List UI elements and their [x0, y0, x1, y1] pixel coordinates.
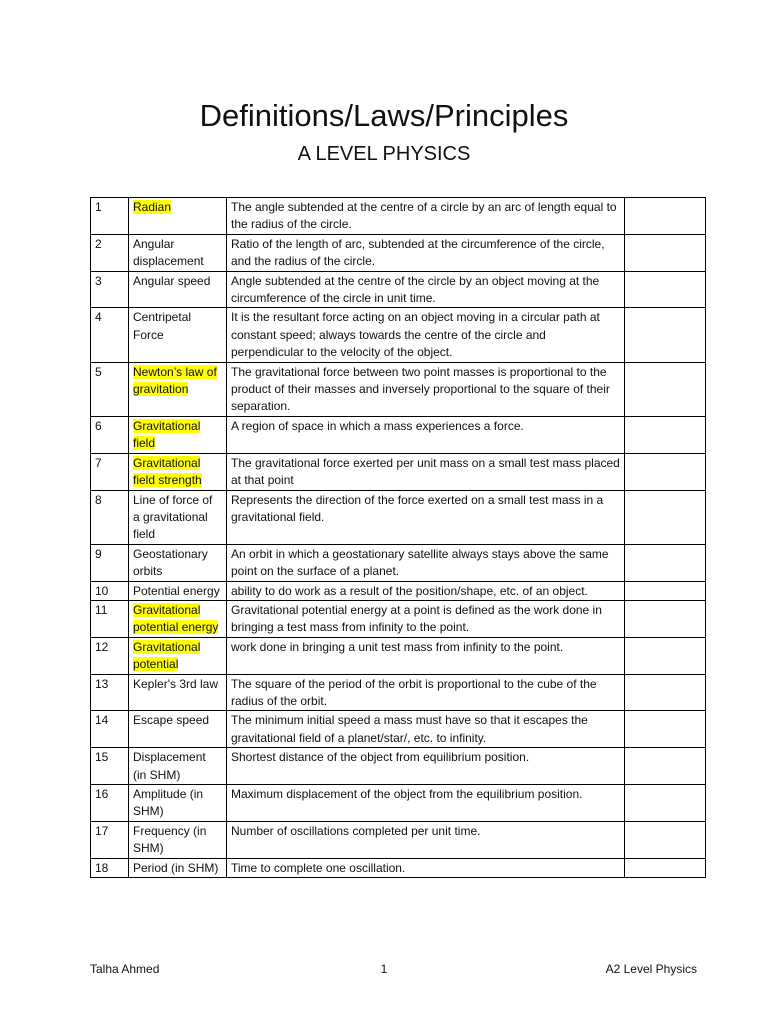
- row-number: 7: [91, 453, 129, 490]
- term-label: Frequency (in SHM): [133, 823, 207, 856]
- row-number: 13: [91, 674, 129, 711]
- definition-cell: The square of the period of the orbit is proportional to the cube of the radius of the orbit.: [227, 674, 625, 711]
- term-label: Kepler's 3rd law: [133, 676, 218, 691]
- footer-course: A2 Level Physics: [605, 962, 697, 976]
- empty-cell: [625, 416, 706, 453]
- term-cell: [129, 453, 227, 490]
- table-row: [91, 711, 706, 748]
- table-row: [91, 234, 706, 271]
- term-cell: [129, 490, 227, 544]
- term-cell: [129, 748, 227, 785]
- term-label: Gravitational potential: [133, 639, 201, 672]
- definition-cell: work done in bringing a unit test mass from infinity to the point.: [227, 637, 625, 674]
- term-cell: [129, 234, 227, 271]
- table-row: [91, 581, 706, 600]
- term-label: Geostationary orbits: [133, 546, 208, 579]
- footer-page-number: 1: [380, 962, 388, 976]
- term-label: Gravitational field strength: [133, 455, 202, 488]
- row-number: 5: [91, 362, 129, 416]
- empty-cell: [625, 600, 706, 637]
- definition-cell: The angle subtended at the centre of a circle by an arc of length equal to the radius of the circle.: [227, 198, 625, 235]
- term-cell: [129, 416, 227, 453]
- footer-author: Talha Ahmed: [90, 962, 160, 976]
- row-number: 2: [91, 234, 129, 271]
- term-label: Angular displacement: [133, 236, 204, 269]
- term-label: Displacement (in SHM): [133, 750, 206, 782]
- term-label: Potential energy: [133, 583, 220, 598]
- term-cell: [129, 674, 227, 711]
- empty-cell: [625, 748, 706, 785]
- term-label: Newton’s law of gravitation: [133, 364, 217, 397]
- definition-cell: Gravitational potential energy at a point is defined as the work done in bringing a test mass from infinity to the point.: [227, 600, 625, 637]
- term-cell: [129, 271, 227, 308]
- definition-cell: Represents the direction of the force exerted on a small test mass in a gravitational field.: [227, 490, 625, 544]
- row-number: 1: [91, 198, 129, 235]
- definitions-table: [90, 197, 706, 878]
- definition-cell: The minimum initial speed a mass must have so that it escapes the gravitational field of a planet/star/, etc. to infinity.: [227, 711, 625, 748]
- definitions-table-body: [91, 198, 706, 878]
- term-cell: [129, 544, 227, 581]
- term-label: Gravitational field: [133, 418, 201, 451]
- row-number: 15: [91, 748, 129, 785]
- table-row: [91, 748, 706, 785]
- definition-cell: Ratio of the length of arc, subtended at the circumference of the circle, and the radius of the circle.: [227, 234, 625, 271]
- empty-cell: [625, 453, 706, 490]
- empty-cell: [625, 674, 706, 711]
- table-row: [91, 362, 706, 416]
- row-number: 8: [91, 490, 129, 544]
- term-label: Centripetal Force: [133, 310, 192, 342]
- table-row: [91, 674, 706, 711]
- term-label: Line of force of a gravitational field: [133, 492, 213, 542]
- term-cell: [129, 637, 227, 674]
- definition-cell: An orbit in which a geostationary satellite always stays above the same point on the surface of a planet.: [227, 544, 625, 581]
- term-label: Radian: [133, 200, 172, 214]
- empty-cell: [625, 544, 706, 581]
- table-row: [91, 821, 706, 858]
- term-cell: [129, 600, 227, 637]
- definition-cell: The gravitational force between two point masses is proportional to the product of their masses and inversely proportional to the square of their separation.: [227, 362, 625, 416]
- term-cell: [129, 362, 227, 416]
- empty-cell: [625, 362, 706, 416]
- term-label: Period (in SHM): [133, 860, 219, 875]
- definition-cell: Maximum displacement of the object from the equilibrium position.: [227, 785, 625, 822]
- table-row: [91, 785, 706, 822]
- table-row: [91, 308, 706, 362]
- term-label: Amplitude (in SHM): [133, 787, 204, 819]
- empty-cell: [625, 858, 706, 877]
- table-row: [91, 416, 706, 453]
- row-number: 6: [91, 416, 129, 453]
- term-label: Angular speed: [133, 273, 211, 288]
- empty-cell: [625, 234, 706, 271]
- empty-cell: [625, 271, 706, 308]
- empty-cell: [625, 198, 706, 235]
- definition-cell: Number of oscillations completed per unit time.: [227, 821, 625, 858]
- row-number: 17: [91, 821, 129, 858]
- term-cell: [129, 581, 227, 600]
- empty-cell: [625, 581, 706, 600]
- table-row: [91, 544, 706, 581]
- definition-cell: A region of space in which a mass experiences a force.: [227, 416, 625, 453]
- table-row: [91, 858, 706, 877]
- row-number: 14: [91, 711, 129, 748]
- term-cell: [129, 821, 227, 858]
- row-number: 12: [91, 637, 129, 674]
- page-subtitle: A LEVEL PHYSICS: [297, 143, 471, 165]
- term-cell: [129, 308, 227, 362]
- empty-cell: [625, 637, 706, 674]
- row-number: 4: [91, 308, 129, 362]
- empty-cell: [625, 490, 706, 544]
- page-title: Definitions/Laws/Principles: [199, 98, 569, 133]
- row-number: 11: [91, 600, 129, 637]
- term-cell: [129, 785, 227, 822]
- term-label: Escape speed: [133, 713, 210, 728]
- definition-cell: Time to complete one oscillation.: [227, 858, 625, 877]
- row-number: 9: [91, 544, 129, 581]
- table-row: [91, 198, 706, 235]
- empty-cell: [625, 821, 706, 858]
- definition-cell: It is the resultant force acting on an object moving in a circular path at constant speed; always towards the centre of the circle and perpendicular to the velocity of the object.: [227, 308, 625, 362]
- empty-cell: [625, 711, 706, 748]
- definition-cell: The gravitational force exerted per unit mass on a small test mass placed at that point: [227, 453, 625, 490]
- table-row: [91, 490, 706, 544]
- term-cell: [129, 711, 227, 748]
- table-row: [91, 453, 706, 490]
- table-row: [91, 600, 706, 637]
- row-number: 16: [91, 785, 129, 822]
- term-cell: [129, 858, 227, 877]
- term-label: Gravitational potential energy: [133, 602, 219, 635]
- empty-cell: [625, 785, 706, 822]
- row-number: 18: [91, 858, 129, 877]
- row-number: 10: [91, 581, 129, 600]
- table-row: [91, 637, 706, 674]
- definition-cell: Angle subtended at the centre of the circle by an object moving at the circumference of the circle in unit time.: [227, 271, 625, 308]
- definition-cell: Shortest distance of the object from equilibrium position.: [227, 748, 625, 785]
- empty-cell: [625, 308, 706, 362]
- row-number: 3: [91, 271, 129, 308]
- table-row: [91, 271, 706, 308]
- definition-cell: ability to do work as a result of the position/shape, etc. of an object.: [227, 581, 625, 600]
- term-cell: [129, 198, 227, 235]
